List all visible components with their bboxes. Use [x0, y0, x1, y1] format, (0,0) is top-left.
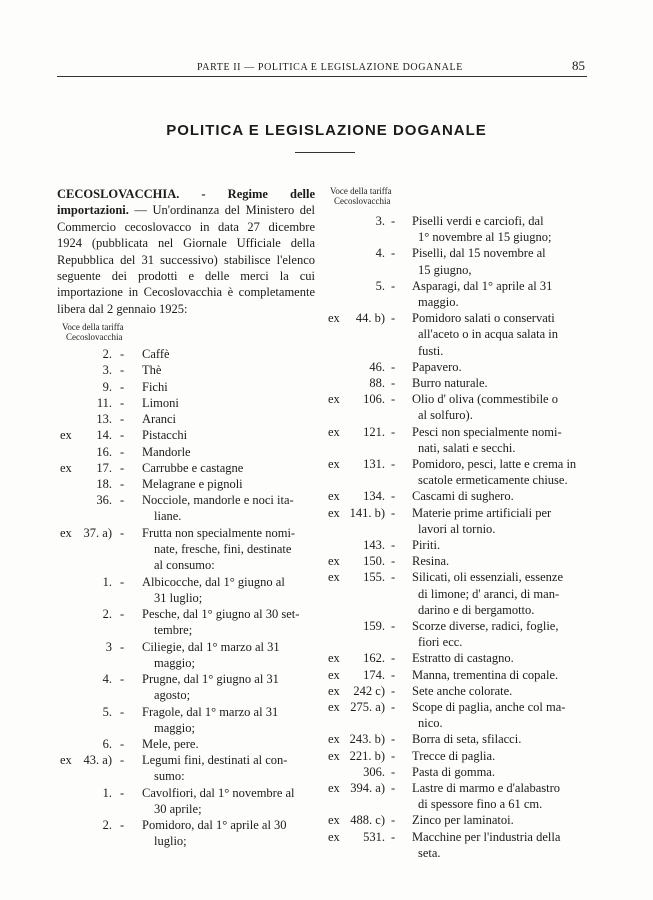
entry-tariff-number: 36.	[96, 493, 112, 508]
description-line: Pomidoro, dal 1° aprile al 30	[142, 818, 287, 833]
entry-description	[412, 748, 586, 764]
entry-tariff-number: 1.	[102, 574, 112, 589]
entry-dash: -	[391, 619, 396, 633]
entry-tariff-number: 3.	[375, 214, 385, 228]
description-line: Papavero.	[412, 359, 462, 374]
description-line: al consumo:	[154, 558, 215, 573]
entry-ex-prefix: ex	[60, 428, 72, 443]
entry-dash: -	[391, 700, 396, 714]
entry-tariff-number: 5.	[102, 704, 112, 719]
description-line: Mandorle	[142, 444, 191, 459]
entry-dash: -	[391, 781, 396, 795]
entry-dash: -	[120, 363, 125, 378]
description-line: Mele, pere.	[142, 737, 199, 751]
entry-description	[142, 736, 318, 752]
entry-dash: -	[391, 667, 396, 682]
description-line: Materie prime artificiali per	[412, 505, 552, 520]
entry-dash: -	[391, 246, 396, 261]
entry-ex-prefix: ex	[60, 753, 72, 768]
entry-dash: -	[391, 813, 396, 828]
entry-ex-prefix: ex	[328, 813, 340, 828]
entry-ex-prefix: ex	[328, 457, 340, 471]
entry-dash: -	[391, 764, 396, 779]
entry-description	[412, 618, 586, 650]
entry-description	[142, 606, 318, 638]
entry-tariff-number: 16.	[96, 444, 112, 459]
entry-tariff-number: 162.	[363, 651, 385, 666]
entry-ex-prefix: ex	[328, 667, 340, 682]
description-line: 30 aprile;	[154, 801, 202, 816]
description-line: Ciliegie, dal 1° marzo al 31	[142, 639, 280, 654]
entry-dash: -	[120, 525, 125, 540]
entry-ex-prefix: ex	[328, 829, 340, 844]
entry-description	[412, 731, 586, 747]
entry-ex-prefix: ex	[60, 460, 72, 475]
entry-description	[412, 569, 586, 618]
description-line: Thè	[142, 363, 162, 378]
entry-description	[142, 671, 318, 703]
description-line: Frutta non specialmente nomi-	[142, 525, 296, 540]
entry-tariff-number: 14.	[96, 428, 112, 443]
description-line: maggio.	[418, 295, 459, 309]
entry-description	[142, 427, 318, 443]
left-column-header	[62, 322, 124, 342]
description-line: Borra di seta, sfilacci.	[412, 732, 522, 747]
entry-tariff-number: 6.	[102, 737, 112, 751]
entry-dash: -	[120, 785, 125, 800]
entry-dash: -	[391, 424, 396, 439]
entry-ex-prefix: ex	[328, 424, 340, 439]
entry-dash: -	[391, 554, 396, 569]
entry-dash: -	[120, 818, 125, 833]
description-line: Caffè	[142, 347, 170, 361]
description-line: darino e di bergamotto.	[418, 602, 535, 617]
description-line: nate, fresche, fini, destinate	[154, 541, 292, 556]
entry-dash: -	[120, 460, 125, 475]
entry-description	[142, 492, 318, 524]
description-line: Silicati, oli essenziali, essenze	[412, 570, 563, 585]
description-line: Fragole, dal 1° marzo al 31	[142, 704, 279, 719]
entry-description	[412, 213, 586, 245]
entry-tariff-number: 44. b)	[355, 311, 385, 326]
entry-dash: -	[120, 444, 125, 459]
entry-dash: -	[120, 428, 125, 443]
entry-description	[412, 359, 586, 375]
description-line: sumo:	[154, 769, 185, 784]
entry-dash: -	[120, 672, 125, 686]
description-line: maggio;	[154, 720, 195, 735]
entry-description	[142, 460, 318, 476]
entry-tariff-number: 13.	[96, 412, 112, 426]
description-line: Cavolfiori, dal 1° novembre al	[142, 785, 295, 800]
entry-tariff-number: 46.	[369, 359, 385, 374]
entry-description	[412, 375, 586, 391]
entry-tariff-number: 43. a)	[83, 753, 112, 768]
entry-dash: -	[120, 737, 125, 751]
entry-description	[142, 639, 318, 671]
description-line: Trecce di paglia.	[412, 748, 496, 763]
entry-description	[412, 780, 586, 812]
description-line: maggio;	[154, 655, 195, 670]
entry-dash: -	[391, 538, 396, 552]
entry-description	[412, 310, 586, 359]
description-line: Sete anche colorate.	[412, 683, 513, 698]
header-rule	[57, 76, 587, 77]
entry-tariff-number: 531.	[363, 829, 385, 844]
description-line: 1° novembre al 15 giugno;	[418, 230, 552, 245]
entry-description	[412, 667, 586, 683]
entry-tariff-number: 121.	[363, 424, 385, 439]
entry-description	[412, 245, 586, 277]
entry-description	[412, 278, 586, 310]
entry-dash: -	[120, 412, 125, 426]
entry-tariff-number: 4.	[102, 672, 112, 686]
description-line: Olio d' oliva (commestibile o	[412, 392, 558, 407]
entry-tariff-number: 242 c)	[353, 683, 385, 698]
entry-ex-prefix: ex	[328, 392, 340, 407]
description-line: Pasta di gomma.	[412, 764, 495, 779]
description-line: Burro naturale.	[412, 376, 488, 390]
entry-ex-prefix: ex	[328, 651, 340, 666]
entry-ex-prefix: ex	[328, 748, 340, 763]
entry-description	[142, 362, 318, 378]
description-line: di limone; d' aranci, di man-	[418, 586, 560, 601]
entry-dash: -	[391, 651, 396, 666]
description-line: Macchine per l'industria della	[412, 829, 561, 844]
entry-dash: -	[391, 489, 396, 504]
description-line: Fichi	[142, 379, 168, 394]
description-line: tembre;	[154, 623, 193, 638]
entry-tariff-number: 2.	[102, 818, 112, 833]
entry-tariff-number: 394. a)	[350, 781, 385, 795]
entry-description	[412, 537, 586, 553]
entry-dash: -	[120, 379, 125, 394]
page-title: POLITICA E LEGISLAZIONE DOGANALE	[166, 122, 487, 139]
description-line: scatole ermeticamente chiuse.	[418, 473, 568, 488]
entry-tariff-number: 150.	[363, 554, 385, 569]
description-line: nati, salati e secchi.	[418, 440, 516, 455]
description-line: Carrubbe e castagne	[142, 460, 244, 475]
entry-dash: -	[120, 607, 125, 621]
column-header-line2: Cecoslovacchia	[66, 332, 123, 342]
entry-description	[412, 764, 586, 780]
entry-ex-prefix: ex	[60, 525, 72, 540]
description-line: Asparagi, dal 1° aprile al 31	[412, 278, 553, 293]
entry-tariff-number: 243. b)	[349, 732, 385, 747]
description-line: nico.	[418, 716, 443, 731]
description-line: lavori al tornio.	[418, 521, 496, 536]
description-line: all'aceto o in acqua salata in	[418, 327, 559, 342]
column-header-line1: Voce della tariffa	[62, 322, 124, 332]
entry-dash: -	[391, 748, 396, 763]
entry-dash: -	[391, 376, 396, 390]
entry-description	[142, 476, 318, 492]
description-line: al solfuro).	[418, 408, 473, 423]
entry-dash: -	[391, 278, 396, 293]
description-line: Nocciole, mandorle e noci ita-	[142, 493, 294, 508]
description-line: Pomidoro salati o conservati	[412, 311, 555, 326]
description-line: Pesci non specialmente nomi-	[412, 424, 562, 439]
description-line: Legumi fini, destinati al con-	[142, 753, 288, 768]
entry-dash: -	[391, 457, 396, 471]
entry-tariff-number: 275. a)	[350, 700, 385, 714]
entry-dash: -	[391, 683, 396, 698]
entry-dash: -	[120, 574, 125, 589]
entry-description	[412, 650, 586, 666]
entry-tariff-number: 5.	[375, 278, 385, 293]
entry-description	[412, 456, 586, 488]
entry-description	[142, 785, 318, 817]
entry-description	[412, 488, 586, 504]
entry-description	[412, 553, 586, 569]
description-line: Limoni	[142, 395, 179, 410]
description-line: Piselli, dal 15 novembre al	[412, 246, 546, 261]
entry-tariff-number: 3.	[102, 363, 112, 378]
description-line: Albicocche, dal 1° giugno al	[142, 574, 285, 589]
description-line: Lastre di marmo e d'alabastro	[412, 781, 561, 795]
entry-dash: -	[120, 395, 125, 410]
description-line: Scope di paglia, anche col ma-	[412, 700, 566, 714]
entry-dash: -	[120, 477, 125, 491]
entry-dash: -	[391, 505, 396, 520]
entry-description	[412, 424, 586, 456]
entry-tariff-number: 131.	[363, 457, 385, 471]
description-line: Zinco per laminatoi.	[412, 813, 514, 828]
description-line: di spessore fino a 61 cm.	[418, 797, 543, 812]
description-line: Manna, trementina di copale.	[412, 667, 559, 682]
description-line: liane.	[154, 509, 182, 524]
entry-ex-prefix: ex	[328, 554, 340, 569]
description-line: Cascami di sughero.	[412, 489, 514, 504]
entry-tariff-number: 106.	[363, 392, 385, 407]
entry-description	[412, 699, 586, 731]
description-line: Piriti.	[412, 538, 441, 552]
entry-tariff-number: 306.	[363, 764, 385, 779]
entry-tariff-number: 3	[105, 639, 112, 654]
entry-dash: -	[391, 392, 396, 407]
entry-description	[142, 752, 318, 784]
entry-tariff-number: 37. a)	[83, 525, 112, 540]
entry-tariff-number: 18.	[96, 477, 112, 491]
entry-tariff-number: 2.	[102, 607, 112, 621]
description-line: 31 luglio;	[154, 590, 203, 605]
entry-dash: -	[120, 753, 125, 768]
title-rule	[295, 152, 355, 153]
running-title: PARTE II — POLITICA E LEGISLAZIONE DOGANALE	[197, 62, 463, 73]
entry-ex-prefix: ex	[328, 700, 340, 714]
entry-description	[412, 829, 586, 861]
description-line: Pomidoro, pesci, latte e crema in	[412, 457, 577, 471]
description-line: fusti.	[418, 343, 444, 358]
entry-tariff-number: 174.	[363, 667, 385, 682]
entry-tariff-number: 11.	[96, 395, 112, 410]
description-line: seta.	[418, 845, 441, 860]
entry-tariff-number: 488. c)	[350, 813, 385, 828]
entry-tariff-number: 141. b)	[349, 505, 385, 520]
entry-tariff-number: 143.	[363, 538, 385, 552]
description-line: Piselli verdi e carciofi, dal	[412, 214, 544, 228]
page-header	[57, 58, 587, 78]
entry-ex-prefix: ex	[328, 505, 340, 520]
entry-ex-prefix: ex	[328, 311, 340, 326]
entry-dash: -	[391, 214, 396, 228]
entry-description	[142, 704, 318, 736]
column-header-line2: Cecoslovacchia	[334, 196, 391, 206]
entry-description	[412, 812, 586, 828]
entry-description	[142, 395, 318, 411]
description-line: agosto;	[154, 688, 191, 703]
entry-ex-prefix: ex	[328, 781, 340, 795]
description-line: Scorze diverse, radici, foglie,	[412, 619, 559, 633]
description-line: Resina.	[412, 554, 450, 569]
intro-lead: CECOSLOVACCHIA. - Regime delle importazioni.	[57, 187, 315, 218]
entry-description	[142, 574, 318, 606]
entry-dash: -	[120, 493, 125, 508]
entry-description	[142, 817, 318, 849]
entry-dash: -	[391, 570, 396, 585]
entry-ex-prefix: ex	[328, 732, 340, 747]
entry-tariff-number: 1.	[102, 785, 112, 800]
column-header-line1: Voce della tariffa	[330, 186, 392, 196]
entry-ex-prefix: ex	[328, 489, 340, 504]
entry-dash: -	[120, 639, 125, 654]
description-line: luglio;	[154, 834, 187, 849]
entry-tariff-number: 9.	[102, 379, 112, 394]
entry-description	[142, 525, 318, 574]
entry-dash: -	[391, 829, 396, 844]
entry-dash: -	[391, 311, 396, 326]
entry-dash: -	[120, 704, 125, 719]
entry-ex-prefix: ex	[328, 683, 340, 698]
entry-tariff-number: 2.	[102, 347, 112, 361]
description-line: Estratto di castagno.	[412, 651, 514, 666]
entry-tariff-number: 159.	[363, 619, 385, 633]
entry-description	[412, 391, 586, 423]
entry-tariff-number: 134.	[363, 489, 385, 504]
description-line: Pistacchi	[142, 428, 188, 443]
entry-description	[142, 346, 318, 362]
entry-dash: -	[391, 732, 396, 747]
description-line: Aranci	[142, 412, 177, 426]
entry-tariff-number: 88.	[369, 376, 385, 390]
entry-dash: -	[120, 347, 125, 361]
description-line: 15 giugno,	[418, 262, 472, 277]
intro-body: — Un'ordinanza del Ministero del Commercio cecoslovacco in data 27 dicembre 1924 (pubblicata nel Giornale Ufficiale della Repubblica del 31 successivo) stabilisce l'elenco seguente dei prodotti e delle merci la cui importazione in Cecoslovacchia è completamente libera dal 2 gennaio 1925:	[57, 203, 315, 316]
entry-tariff-number: 17.	[96, 460, 112, 475]
entry-description	[412, 683, 586, 699]
description-line: Prugne, dal 1° giugno al 31	[142, 672, 279, 686]
entry-description	[142, 379, 318, 395]
entry-tariff-number: 4.	[375, 246, 385, 261]
entry-description	[142, 444, 318, 460]
entry-ex-prefix: ex	[328, 570, 340, 585]
entry-tariff-number: 221. b)	[349, 748, 385, 763]
description-line: Melagrane e pignoli	[142, 477, 243, 491]
entry-description	[142, 411, 318, 427]
page-number: 85	[572, 58, 585, 73]
right-column-header	[330, 186, 392, 206]
intro-paragraph	[57, 186, 315, 317]
description-line: Pesche, dal 1° giugno al 30 set-	[142, 607, 300, 621]
entry-dash: -	[391, 359, 396, 374]
description-line: fiori ecc.	[418, 635, 463, 650]
entry-description	[412, 505, 586, 537]
entry-tariff-number: 155.	[363, 570, 385, 585]
